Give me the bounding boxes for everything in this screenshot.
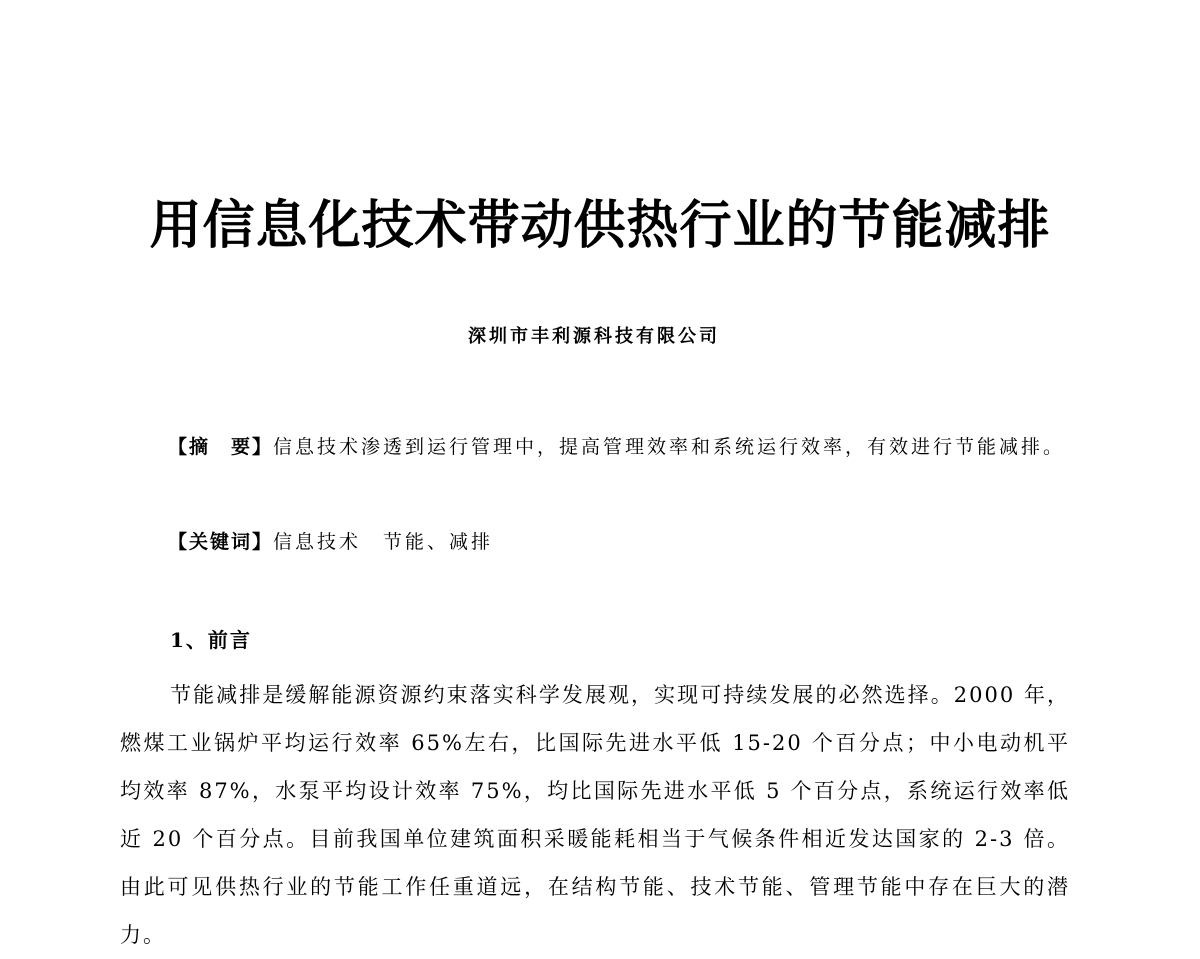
- section-heading: 1、前言: [170, 628, 252, 652]
- paragraph-text: 节能减排是缓解能源资源约束落实科学发展观，实现可持续发展的必然选择。2000 年，燃煤工业锅炉平均运行效率 65%左右，比国际先进水平低 15-20 个百分点；中小电动机平均效率 87%，水泵平均设计效率 75%，均比国际先进水平低 5 个百分点，系统运行效率低近 20 个百分点。目前我国单位建筑面积采暖能耗相当于气候条件相近发达国家的 2-3 倍。由此可见供热行业的节能工作任重道远，在结构节能、技术节能、管理节能中存在巨大的潜力。: [120, 683, 1070, 947]
- abstract-label: 【摘 要】: [168, 436, 274, 458]
- abstract-block: [120, 423, 1066, 471]
- author-organization: 深圳市丰利源科技有限公司: [468, 326, 720, 347]
- section-paragraph: [120, 671, 1070, 959]
- keywords-block: [168, 518, 1068, 566]
- keywords-label: 【关键词】: [168, 531, 274, 553]
- document-title: 用信息化技术带动供热行业的节能减排: [149, 195, 1051, 256]
- abstract-text: 信息技术渗透到运行管理中，提高管理效率和系统运行效率，有效进行节能减排。: [273, 436, 1066, 458]
- keywords-text: 信息技术 节能、减排: [273, 531, 494, 553]
